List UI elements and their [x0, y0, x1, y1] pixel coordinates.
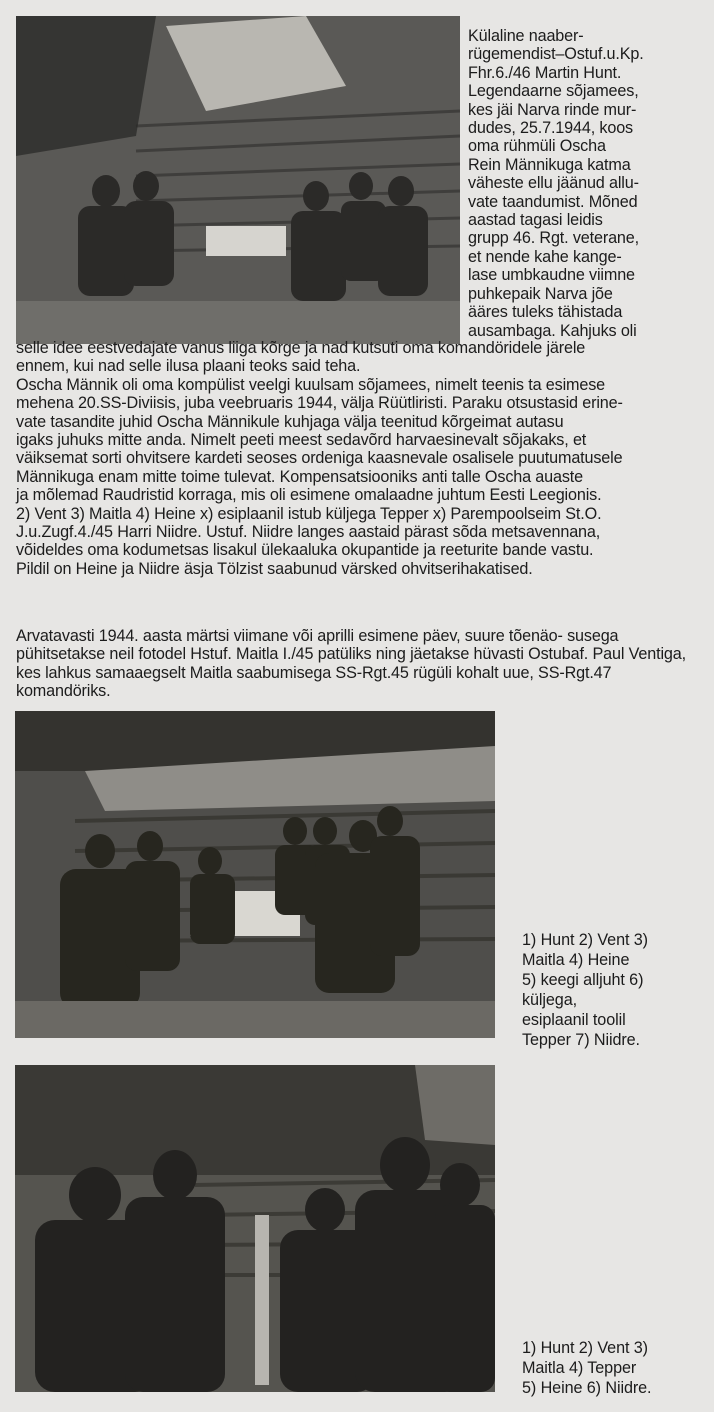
text-line: Pildil on Heine ja Niidre äsja Tölzist saabunud värsked ohvitserihakatised. [16, 559, 533, 578]
caption-line: küljega, [522, 991, 577, 1009]
text-line: kes jäi Narva rinde mur- [468, 100, 637, 119]
text-line: Fhr.6./46 Martin Hunt. [468, 63, 622, 82]
text-line: väiksemat sorti ohvitsere kardeti seoses ordeniga kaasnevale osalisele puutumatusele [16, 449, 623, 468]
text-line: puhkepaik Narva jõe [468, 284, 613, 303]
text-line: ennem, kui nad selle ilusa plaani teoks said teha. [16, 357, 361, 376]
text-line: et nende kahe kange- [468, 247, 622, 266]
text-line: ausambaga. Kahjuks oli [468, 321, 637, 340]
text-line: mehena 20.SS-Diviisis, juba veebruaris 1944, välja Rüütliristi. Paraku otsustasid erine- [16, 394, 623, 413]
caption-line: Maitla 4) Tepper [522, 1359, 637, 1377]
photo-soldiers-at-bunker-table [16, 16, 460, 344]
text-line: ja mõlemad Raudristid korraga, mis oli esimene omalaadne juhtum Eesti Leegionis. [16, 486, 602, 505]
text-line: rügemendist–Ostuf.u.Kp. [468, 45, 644, 64]
main-paragraph [16, 339, 704, 578]
caption-line: 1) Hunt 2) Vent 3) [522, 1339, 648, 1357]
text-line: ääres tuleks tähistada [468, 303, 623, 322]
caption-line: 5) Heine 6) Niidre. [522, 1379, 652, 1397]
text-line: aastad tagasi leidis [468, 211, 603, 230]
second-paragraph [16, 627, 704, 701]
text-line: 2) Vent 3) Maitla 4) Heine x) esiplaanil istub küljega Tepper x) Parempoolseim St.O. [16, 504, 602, 523]
photo-officers-at-table [15, 711, 495, 1038]
photo-officers-standing [15, 1065, 495, 1392]
caption-line: 1) Hunt 2) Vent 3) [522, 931, 648, 949]
text-line: grupp 46. Rgt. veterane, [468, 229, 639, 248]
text-line: Arvatavasti 1944. aasta märtsi viimane või aprilli esimene päev, suure tõenäo- [16, 627, 563, 645]
text-line: vate tasandite juhid Oscha Männikule kuhjaga välja teenitud kõrgeimat autasu [16, 412, 564, 431]
text-line: selle idee eestvedajate vanus liiga kõrge ja nad kutsuti oma komandöridele järele [16, 339, 586, 357]
photo-3-illustration [15, 1065, 495, 1392]
photo-2-caption [522, 930, 682, 1050]
intro-paragraph [468, 27, 700, 340]
text-line: Legendaarne sõjamees, [468, 82, 639, 101]
text-line: Oscha Männik oli oma kompülist veelgi kuulsam sõjamees, nimelt teenis ta esimese [16, 375, 605, 394]
text-line: igaks juhuks mitte anda. Nimelt peeti meest sedavõrd harvaesinevalt sõjakaks, et [16, 431, 587, 450]
text-line: Rein Männikuga katma [468, 155, 631, 174]
caption-line: esiplaanil toolil [522, 1011, 626, 1029]
text-line: susega pühitsetakse neil fotodel Hstuf. Maitla I./45 patüliks ning jäetakse hüvasti [16, 627, 619, 664]
text-line: oma rühmüli Oscha [468, 137, 606, 156]
caption-line: 5) keegi alljuht 6) [522, 971, 644, 989]
photo-2-illustration [15, 711, 495, 1038]
text-line: võideldes oma kodumetsas lisakul ülekaaluka okupantide ja reeturite bande vastu. [16, 541, 594, 560]
text-line: dudes, 25.7.1944, koos [468, 119, 634, 138]
text-line: väheste ellu jäänud allu- [468, 174, 639, 193]
text-line: Männikuga enam mitte toime tulevat. Kompensatsiooniks anti talle Oscha auaste [16, 467, 584, 486]
text-line: Külaline naaber- [468, 27, 584, 45]
text-line: J.u.Zugf.4./45 Harri Niidre. Ustuf. Niidre langes aastaid pärast sõda metsavennana, [16, 523, 601, 542]
text-line: vate taandumist. Mõned [468, 192, 638, 211]
text-line: Ostubaf. Paul Ventiga, kes lahkus samaaegselt Maitla saabumisega SS-Rgt.45 [16, 645, 686, 682]
photo-3-caption [522, 1338, 682, 1398]
text-line: lase umbkaudne viimne [468, 266, 635, 285]
caption-line: Maitla 4) Heine [522, 951, 630, 969]
photo-1-illustration [16, 16, 460, 344]
caption-line: Tepper 7) Niidre. [522, 1031, 640, 1049]
text-line: rügüli kohalt uue, SS-Rgt.47 komandöriks. [16, 663, 612, 701]
